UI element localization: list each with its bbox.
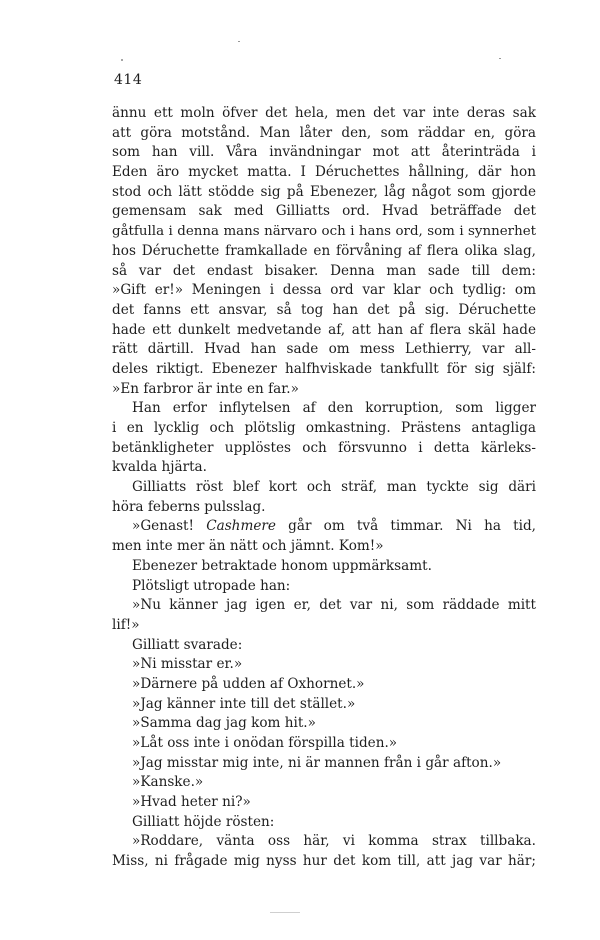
text-line: »Samma dag jag kom hit.» xyxy=(132,715,316,732)
text-line: »Därnere på udden af Oxhornet.» xyxy=(132,675,365,692)
print-speck xyxy=(499,58,501,59)
text-line: »En farbror är inte en far.» xyxy=(112,380,299,397)
text-line: Eden äro mycket matta. I Déruchettes hållning, där hon xyxy=(112,164,536,181)
text-line: »Roddare, vänta oss här, vi komma strax tillbaka. xyxy=(132,833,536,850)
print-speck xyxy=(238,41,240,42)
text-line: Miss, ni frågade mig nyss hur det kom till, att jag var här; xyxy=(112,853,536,870)
text-line: höra feberns pulsslag. xyxy=(112,498,266,515)
text-line: Ebenezer betraktade honom uppmärksamt. xyxy=(132,557,432,574)
text-line: rätt därtill. Hvad han sade om mess Lethierry, var all- xyxy=(112,341,536,358)
italic-ship-name: Cashmere xyxy=(206,518,276,535)
text-line: »Kanske.» xyxy=(132,774,204,791)
text-line: »Jag känner inte till det stället.» xyxy=(132,695,356,712)
text-line: så var det endast bisaker. Denna man sade till dem: xyxy=(112,262,536,279)
text-line: lif!» xyxy=(112,616,140,633)
text-line: Plötsligt utropade han: xyxy=(132,577,291,594)
text-line: »Hvad heter ni?» xyxy=(132,794,251,811)
text-line: »Ni misstar er.» xyxy=(132,656,243,673)
text-line: kvalda hjärta. xyxy=(112,459,207,476)
text-line: men inte mer än nätt och jämnt. Kom!» xyxy=(112,538,384,555)
text-line: »Genast! Cashmere går om två timmar. Ni ha tid, xyxy=(132,518,536,535)
text-line: att göra motstånd. Man låter den, som räddar en, göra xyxy=(112,124,536,141)
text-line: betänkligheter upplöstes och försvunno i detta kärleks- xyxy=(112,439,536,456)
text-line: det fanns ett ansvar, så tog han det på sig. Déruchette xyxy=(112,301,536,318)
text-line: som han vill. Våra invändningar mot att återinträda i xyxy=(112,144,536,161)
text-line: »Nu känner jag igen er, det var ni, som räddade mitt xyxy=(132,597,536,614)
text-line: i en lycklig och plötslig omkastning. Prästens antagliga xyxy=(112,420,536,436)
text-line: Han erfor inflytelsen af den korruption, som ligger xyxy=(132,400,536,417)
body-text xyxy=(112,104,536,872)
page-number: 414 xyxy=(114,72,143,88)
text-line: hos Déruchette framkallade en förvåning af flera olika slag, xyxy=(112,242,536,259)
text-line: Gilliatt höjde rösten: xyxy=(132,813,275,830)
text-line: ännu ett moln öfver det hela, men det var inte deras sak xyxy=(112,105,536,121)
text-line: gåtfulla i denna mans närvaro och i hans ord, som i synnerhet xyxy=(112,224,536,240)
text-line: stod och lätt stödde sig på Ebenezer, låg något som gjorde xyxy=(112,183,536,200)
text-line: »Jag misstar mig inte, ni är mannen från i går afton.» xyxy=(132,754,502,771)
text-line: deles riktigt. Ebenezer halfhviskade tankfullt för sig själf: xyxy=(112,360,536,377)
bottom-rule xyxy=(270,912,300,913)
print-speck xyxy=(121,59,123,61)
text-line: gemensam sak med Gilliatts ord. Hvad beträffade det xyxy=(112,203,536,220)
text-line: Gilliatt svarade: xyxy=(132,636,243,653)
text-line: Gilliatts röst blef kort och sträf, man tyckte sig däri xyxy=(132,479,536,496)
text-line: »Låt oss inte i onödan förspilla tiden.» xyxy=(132,735,398,751)
text-line: hade ett dunkelt medvetande af, att han af flera skäl hade xyxy=(112,321,536,338)
text-line: »Gift er!» Meningen i dessa ord var klar och tydlig: om xyxy=(112,282,536,299)
